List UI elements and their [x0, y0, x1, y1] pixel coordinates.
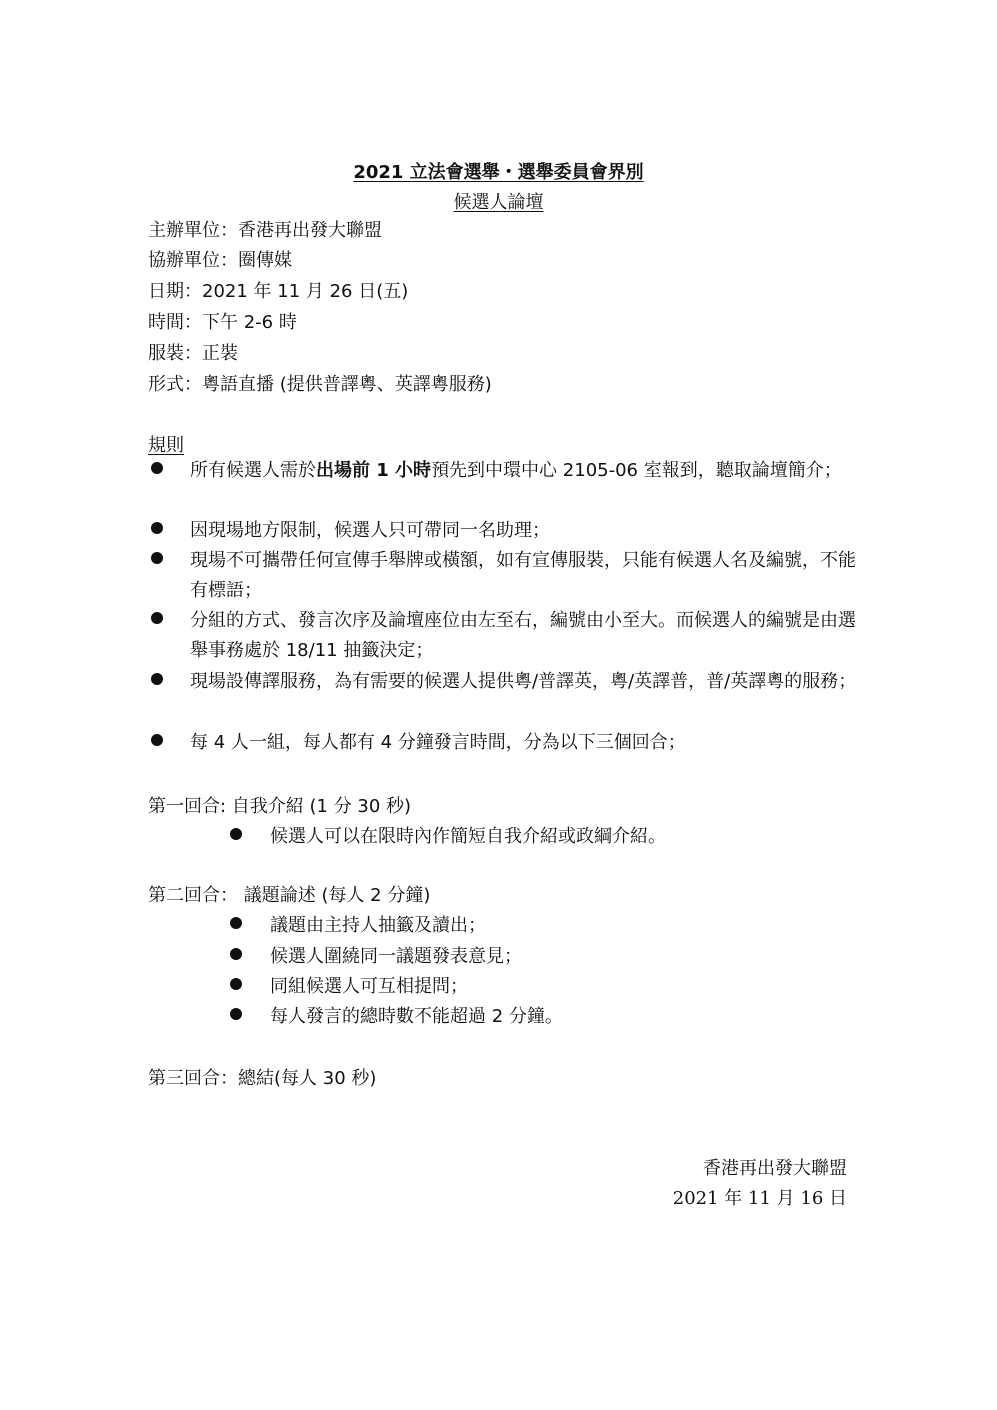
bullet-icon: [151, 612, 163, 624]
bullet-icon: [151, 552, 163, 564]
bullet-icon: [151, 734, 163, 746]
dress-code-line: 服裝：正裝: [148, 343, 238, 364]
rule-emphasis: 出場前 1 小時: [316, 460, 432, 481]
round-2-title: 第二回合： 議題論述 (每人 2 分鐘): [148, 885, 431, 906]
signature-org: 香港再出發大聯盟: [703, 1158, 847, 1179]
rule-item: 現場設傳譯服務，為有需要的候選人提供粵/普譯英，粵/英譯普，普/英譯粵的服務；: [148, 667, 868, 697]
round-2-point: 每人發言的總時數不能超過 2 分鐘。: [230, 1002, 563, 1028]
rule-item: 因現場地方限制，候選人只可帶同一名助理；: [148, 516, 868, 546]
rules-heading: 規則: [148, 435, 184, 456]
round-2-point: 議題由主持人抽籤及讀出；: [230, 911, 486, 937]
bullet-icon: [151, 462, 163, 474]
bullet-icon: [230, 978, 242, 990]
rule-item: 每 4 人一組，每人都有 4 分鐘發言時間，分為以下三個回合；: [148, 728, 868, 758]
rule-item: 分組的方式、發言次序及論壇座位由左至右，編號由小至大。而候選人的編號是由選舉事務處於 18/11 抽籤決定；: [148, 606, 868, 666]
co-organizer-line: 協辦單位：圈傳媒: [148, 250, 292, 271]
bullet-icon: [230, 917, 242, 929]
document-subtitle: 候選人論壇: [453, 192, 544, 213]
document-title: 2021 立法會選舉・選舉委員會界別: [353, 162, 644, 183]
organizer-line: 主辦單位：香港再出發大聯盟: [148, 220, 382, 241]
bullet-icon: [230, 948, 242, 960]
round-1-point: 候選人可以在限時內作簡短自我介紹或政綱介紹。: [230, 822, 666, 848]
round-2-point: 候選人圍繞同一議題發表意見；: [230, 942, 522, 968]
rule-item: 現場不可攜帶任何宣傳手舉牌或橫額，如有宣傳服裝，只能有候選人名及編號，不能有標語；: [148, 546, 868, 606]
rule-item: 所有候選人需於出場前 1 小時預先到中環中心 2105-06 室報到，聽取論壇簡介；: [148, 456, 868, 486]
format-line: 形式：粵語直播 (提供普譯粵、英譯粵服務): [148, 374, 492, 395]
round-2-point: 同組候選人可互相提問；: [230, 972, 468, 998]
round-1-title: 第一回合: 自我介紹 (1 分 30 秒): [148, 796, 412, 817]
bullet-icon: [151, 522, 163, 534]
time-line: 時間：下午 2-6 時: [148, 312, 297, 333]
signature-date: 2021 年 11 月 16 日: [672, 1188, 847, 1209]
round-3-title: 第三回合：總結(每人 30 秒): [148, 1068, 377, 1089]
bullet-icon: [230, 828, 242, 840]
bullet-icon: [151, 673, 163, 685]
bullet-icon: [230, 1008, 242, 1020]
date-line: 日期：2021 年 11 月 26 日(五): [148, 281, 409, 302]
